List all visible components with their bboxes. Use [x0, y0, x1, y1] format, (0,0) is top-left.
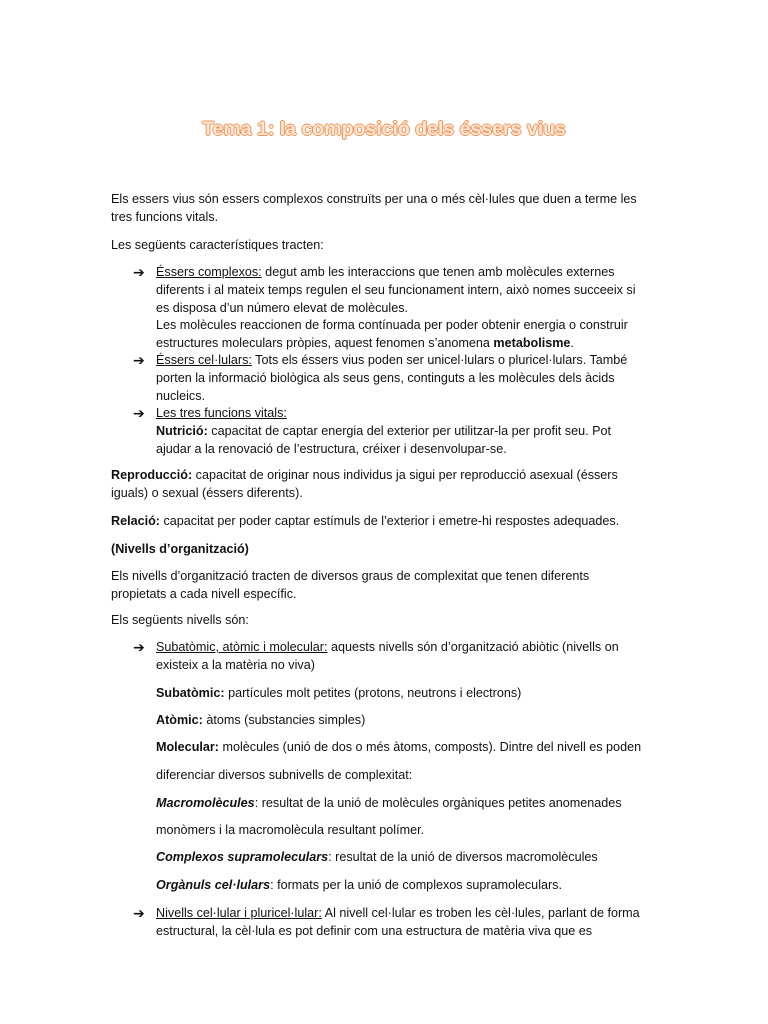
subatomic-label: Subatòmic: — [156, 686, 225, 700]
bullet-3-term-text: Les tres funcions vitals: — [156, 406, 287, 420]
organuls-line — [156, 876, 562, 894]
relacio-line — [111, 512, 619, 530]
bullet-2-line-2: porten la informació biològica als seus gens, continguts a les molècules dels àcids — [156, 371, 615, 385]
nivells-list-heading: Els següents nivells són: — [111, 613, 249, 627]
supra-line — [156, 848, 598, 866]
nivell-2-line-1 — [156, 904, 640, 922]
nivell-1-line-1 — [156, 638, 619, 656]
metabolisme-term: metabolisme — [493, 336, 571, 350]
subatomic-text: partícules molt petites (protons, neutrons i electrons) — [224, 686, 522, 700]
organuls-label: Orgànuls cel·lulars — [156, 878, 271, 892]
intro-line-1: Els essers vius són essers complexos construïts per una o més cèl·lules que duen a terme les — [111, 192, 637, 206]
bullet-1-line-3: es disposa d’un número elevat de molècules. — [156, 301, 409, 315]
molecular-label: Molecular: — [156, 740, 219, 754]
nivell-1-line-2: existeix a la matèria no viva) — [156, 658, 315, 672]
nivells-heading — [111, 540, 249, 558]
nivell-2-line-2: estructural, la cèl·lula es pot definir com una estructura de matèria viva que es — [156, 924, 593, 938]
atomic-text: àtoms (substancies simples) — [202, 713, 366, 727]
nivells-intro-line-2: propietats a cada nivell específic. — [111, 587, 297, 601]
bullet-1-line-2: diferents i al mateix temps regulen el seu funcionament intern, això nomes succeeix si — [156, 283, 636, 297]
supra-text: : resultat de la unió de diversos macromolècules — [328, 850, 598, 864]
atomic-line — [156, 711, 365, 729]
bullet-1-text: degut amb les interaccions que tenen amb molècules externes — [261, 265, 615, 279]
arrow-right-icon: ➔ — [133, 905, 145, 921]
relacio-label: Relació: — [111, 514, 160, 528]
nutricio-line-2: ajudar a la renovació de l’estructura, créixer i desenvolupar-se. — [156, 442, 507, 456]
reproduccio-text: capacitat de originar nous individus ja sigui per reproducció asexual (éssers — [192, 468, 618, 482]
nivell-2-term: Nivells cel·lular i pluricel·lular: — [156, 906, 322, 920]
nivell-1-text: aquests nivells són d’organització abiòtic (nivells on — [327, 640, 619, 654]
reproduccio-line-1 — [111, 466, 618, 484]
bullet-3-term — [156, 404, 287, 422]
arrow-right-icon: ➔ — [133, 639, 145, 655]
bullet-2-text: Tots els éssers vius poden ser unicel·lulars o pluricel·lulars. També — [251, 353, 628, 367]
characteristics-heading: Les següents característiques tracten: — [111, 238, 324, 252]
supra-label: Complexos supramoleculars — [156, 850, 329, 864]
organuls-text: : formats per la unió de complexos supramoleculars. — [270, 878, 562, 892]
macro-text: : resultat de la unió de molècules orgàniques petites anomenades — [254, 796, 622, 810]
arrow-right-icon: ➔ — [133, 352, 145, 368]
nivell-1-term: Subatòmic, atòmic i molecular: — [156, 640, 328, 654]
macro-line-2: monòmers i la macromolècula resultant polímer. — [156, 823, 425, 837]
nutricio-text: capacitat de captar energia del exterior per utilitzar-la per profit seu. Pot — [207, 424, 611, 438]
molecular-line-2: diferenciar diversos subnivells de complexitat: — [156, 768, 413, 782]
molecular-line-1 — [156, 738, 641, 756]
subatomic-line — [156, 684, 521, 702]
nutricio-label: Nutrició: — [156, 424, 208, 438]
molecular-text: molècules (unió de dos o més àtoms, composts). Dintre del nivell es poden — [218, 740, 642, 754]
intro-line-2: tres funcions vitals. — [111, 210, 219, 224]
nutricio-line-1 — [156, 422, 611, 440]
arrow-right-icon: ➔ — [133, 264, 145, 280]
bullet-1-line-5-end: . — [570, 336, 574, 350]
reproduccio-line-2: iguals) o sexual (éssers diferents). — [111, 486, 303, 500]
atomic-label: Atòmic: — [156, 713, 203, 727]
nivells-heading-text: (Nivells d’organització) — [111, 542, 249, 556]
macro-line-1 — [156, 794, 622, 812]
bullet-1-line-4: Les molècules reaccionen de forma contínuada per poder obtenir energia o construir — [156, 318, 628, 332]
bullet-2-line-1 — [156, 351, 627, 369]
bullet-1-term: Éssers complexos: — [156, 265, 262, 279]
bullet-2-term: Éssers cel·lulars: — [156, 353, 252, 367]
reproduccio-label: Reproducció: — [111, 468, 193, 482]
relacio-text: capacitat per poder captar estímuls de l’exterior i emetre-hi respostes adequades. — [160, 514, 620, 528]
bullet-1-line-5 — [156, 334, 574, 352]
bullet-1-line-5-text: estructures moleculars pròpies, aquest fenomen s’anomena — [156, 336, 494, 350]
nivells-intro-line-1: Els nivells d’organització tracten de diversos graus de complexitat que tenen diferents — [111, 569, 590, 583]
page-title: Tema 1: la composició dels éssers vius — [202, 118, 566, 140]
bullet-1-line-1 — [156, 263, 615, 281]
bullet-2-line-3: nucleics. — [156, 389, 205, 403]
arrow-right-icon: ➔ — [133, 405, 145, 421]
nivell-2-text: Al nivell cel·lular es troben les cèl·lules, parlant de forma — [321, 906, 640, 920]
macro-label: Macromolècules — [156, 796, 255, 810]
